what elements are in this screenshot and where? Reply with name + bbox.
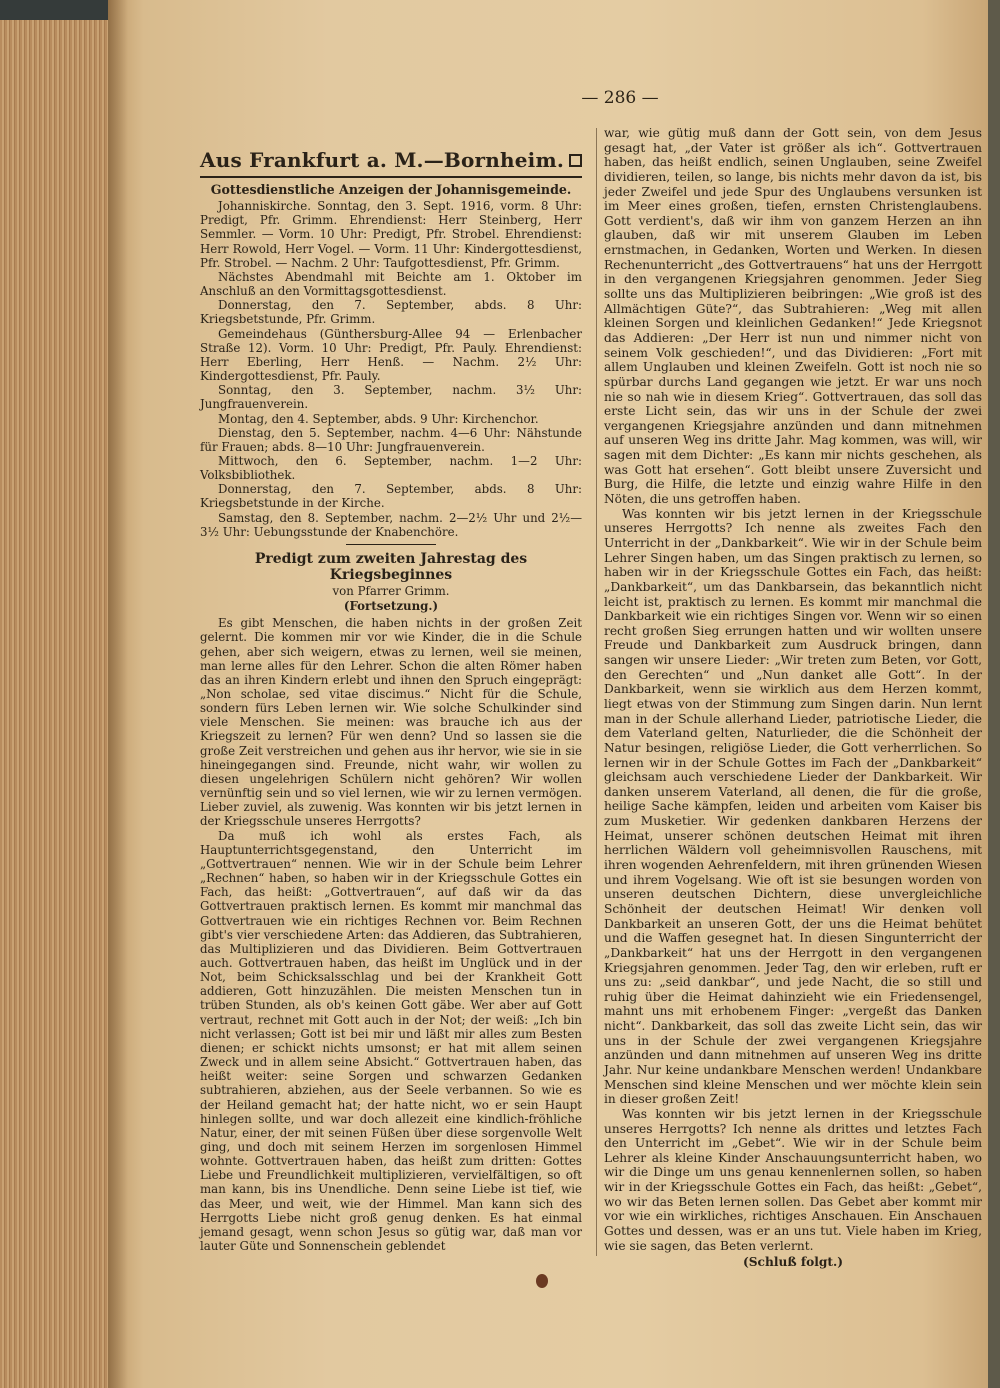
sermon-paragraph: Da muß ich wohl als erstes Fach, als Hauptunterrichtsgegenstand, den Unterricht im „Gottvertrauen“ nennen. Wie wir in der Schule beim Lehrer „Rechnen“ haben, so haben wir in der Kriegsschule Gottes ein Fach, das heißt: „Gottvertrauen“, auf daß wir da das Gottvertrauen praktisch lernen. Es kommt mir manchmal das Gottvertrauen wie ein richtiges Rechnen vor. Beim Rechnen gibt's vier verschiedene Arten: das Addieren, das Subtrahieren, das Multiplizieren und das Dividieren. Beim Gottvertrauen auch. Gottvertrauen haben, das heißt im Unglück und in der Not, beim Schicksalsschlag und bei der Krankheit Gott addieren, Gott hinzuzählen. Die meisten Menschen tun in trüben Stunden, als ob's keinen Gott gäbe. Wer aber auf Gott vertraut, rechnet mit Gott auch in der Not; der weiß: „Ich bin nicht verlassen; Gott ist bei mir und läßt mir alles zum Besten dienen; er schickt nichts umsonst; er hat mit allem seinen Zweck und in allem seine Absicht.“ Gottvertrauen haben, das heißt weiter: seine Sorgen und schwarzen Gedanken subtrahieren, abziehen, aus der Seele verbannen. So wie es der Heiland gemacht hat; der hatte nicht, wo er sein Haupt hinlegen sollte, und war doch allezeit eine kindlich-fröhliche Natur, einer, der mit seinen Füßen über diese sorgenvolle Welt ging, und doch mit seinem Herzen im sorgenlosen Himmel wohnte. Gottvertrauen haben, das heißt zum dritten: Gottes Liebe und Freundlichkeit multiplizieren, vervielfältigen, so oft man kann, bis ins Unendliche. Denn seine Liebe ist tief, wie das Meer, und weit, wie der Himmel. Man kann sich des Herrgotts Liebe nicht groß genug denken. Es hat einmal jemand gesagt, wenn schon Jesus so gütig war, daß man vor lauter Güte und Sonnenschein geblendet [200, 828, 582, 1254]
right-column [604, 126, 982, 1270]
announcements-heading: Gottesdienstliche Anzeigen der Johannisgemeinde. [210, 182, 572, 197]
masthead [200, 148, 582, 172]
spine-shadow [108, 0, 128, 1388]
masthead-box-icon [569, 154, 582, 167]
sermon-paragraph: Was konnten wir bis jetzt lernen in der Kriegsschule unseres Herrgotts? Ich nenne als zweites Fach den Unterricht in der „Dankbarkeit“. Wie wir in der Schule beim Lehrer Singen haben, um das Singen praktisch zu lernen, so haben wir in der Kriegsschule Gottes ein Fach, das heißt: „Dankbarkeit“, um das Dankbarsein, das bekanntlich nicht leicht ist, praktisch zu lernen. Es kommt mir manchmal die Dankbarkeit wie ein richtiges Singen vor. Wenn wir so einen recht großen Sieg errungen hatten und wir wollten unsere Freude und Dankbarkeit zum Ausdruck bringen, dann sangen wir unsere Lieder: „Wir treten zum Beten, vor Gott, den Gerechten“ und „Nun danket alle Gott“. In der Dankbarkeit, wenn sie wirklich aus dem Herzen kommt, liegt etwas von der Stimmung zum Singen darin. Nun lernt man in der Schule allerhand Lieder, patriotische Lieder, die dem Vaterland gelten, Naturlieder, die die Schönheit der Natur besingen, religiöse Lieder, die Gott verherrlichen. So lernen wir in der Schule Gottes im Fach der „Dankbarkeit“ gleichsam auch verschiedene Lieder der Dankbarkeit. Wir danken unserem Vaterland, all denen, die für die große, heilige Sache kämpfen, leiden und arbeiten vom Kaiser bis zum Musketier. Wir gedenken dankbaren Herzens der Heimat, unserer schönen deutschen Heimat mit ihren herrlichen Wäldern voll geheimnisvollen Rauschens, mit ihren wogenden Aehrenfeldern, mit ihren grünenden Wiesen und ihrem Vogelsang. Wie oft ist sie besungen worden von unseren deutschen Dichtern, diese unvergleichliche Schönheit der deutschen Heimat! Wir denken voll Dankbarkeit an unseren Gott, der uns die Heimat behütet und die Waffen gesegnet hat. In diesen Singunterricht der „Dankbarkeit“ hat uns der Herrgott in den vergangenen Kriegsjahren genommen. Jeder Tag, den wir erleben, ruft er uns zu: „seid dankbar“, und jede Nacht, die so still und ruhig über die Heimat dahinzieht wie ein Friedensengel, mahnt uns mit erhobenem Finger: „vergeßt das Danken nicht“. Dankbarkeit, das soll das zweite Licht sein, das wir uns in der Schule der zwei vergangenen Kriegsjahre anzünden und dann mitnehmen auf unseren Weg ins dritte Jahr. Nur keine undankbare Menschen werden! Undankbare Menschen sind kleine Menschen und wer möchte klein sein in dieser großen Zeit! [604, 506, 982, 1107]
announcement-paragraph: Johanniskirche. Sonntag, den 3. Sept. 1916, vorm. 8 Uhr: Predigt, Pfr. Grimm. Ehrendienst: Herr Steinberg, Herr Semmler. — Vorm. 10 Uhr: Predigt, Pfr. Strobel. Ehrendienst: Herr Rowold, Herr Vogel. — Vorm. 11 Uhr: Kindergottesdienst, Pfr. Strobel. — Nachm. 2 Uhr: Taufgottesdienst, Pfr. Grimm. [200, 199, 582, 270]
section-divider [346, 544, 436, 545]
sermon-paragraph: Es gibt Menschen, die haben nichts in der großen Zeit gelernt. Die kommen mir vor wie Kinder, die in die Schule gehen, aber sich weigern, etwas zu lernen, weil sie meinen, man lerne alles für den Lehrer. Schon die alten Römer haben das an ihren Kindern erlebt und ihnen den Spruch eingeprägt: „Non scholae, sed vitae discimus.“ Nicht für die Schule, sondern fürs Leben lernen wir. Wie solche Schulkinder sind viele Menschen. Sie meinen: was brauche ich aus der Kriegszeit zu lernen? Für wen denn? Und so lassen sie die große Zeit verstreichen und gehen aus ihr hervor, wie sie in sie hineingegangen sind. Freunde, nicht wahr, wir wollen zu diesen ungelehrigen Schülern nicht gehören? Wir wollen vernünftig sein und so viel lernen, wie wir zu lernen vermögen. Lieber zuviel, als zuwenig. Was konnten wir bis jetzt lernen in der Kriegsschule unseres Herrgotts? [200, 616, 582, 829]
announcement-paragraph: Gemeindehaus (Günthersburg-Allee 94 — Erlenbacher Straße 12). Vorm. 10 Uhr: Predigt, Pfr. Pauly. Ehrendienst: Herr Eberling, Herr Henß. — Nachm. 2½ Uhr: Kindergottesdienst, Pfr. Pauly. [200, 326, 582, 384]
sermon-byline: von Pfarrer Grimm. [332, 583, 450, 598]
announcement-paragraph: Montag, den 4. September, abds. 9 Uhr: Kirchenchor. [218, 411, 539, 426]
sermon-continuation: (Fortsetzung.) [343, 599, 439, 614]
ink-blot [536, 1274, 548, 1288]
left-column [200, 148, 582, 1253]
page-edges [0, 20, 110, 1388]
announcement-paragraph: Dienstag, den 5. September, nachm. 4—6 Uhr: Nähstunde für Frauen; abds. 8—10 Uhr: Jungfrauenverein. [200, 425, 582, 454]
page-right-margin [988, 0, 1000, 1388]
announcement-paragraph: Donnerstag, den 7. September, abds. 8 Uhr: Kriegsbetstunde in der Kirche. [200, 482, 582, 511]
announcement-paragraph: Nächstes Abendmahl mit Beichte am 1. Oktober im Anschluß an den Vormittagsgottesdienst. [200, 269, 582, 299]
sermon-paragraph: Was konnten wir bis jetzt lernen in der Kriegsschule unseres Herrgotts? Ich nenne als drittes und letztes Fach den Unterricht im „Gebet“. Wie wir in der Schule beim Lehrer als kleine Kinder Anschauungsunterricht haben, wo wir die Dinge um uns genau kennenlernen sollen, so haben wir in der Kriegsschule Gottes ein Fach, das heißt: „Gebet“, wo wir das Beten lernen sollen. Das Gebet aber kommt mir vor wie ein wirkliches, richtiges Anschauen. Ein Anschauen Gottes und dessen, was er an uns tut. Viele haben im Krieg, wie sie sagen, das Beten verlernt. [604, 1106, 982, 1253]
announcement-paragraph: Donnerstag, den 7. September, abds. 8 Uhr: Kriegsbetstunde, Pfr. Grimm. [200, 298, 582, 327]
masthead-title: Aus Frankfurt a. M.—Bornheim. [200, 148, 565, 172]
page-number: — 286 — [581, 88, 659, 108]
announcement-paragraph: Samstag, den 8. September, nachm. 2—2½ Uhr und 2½—3½ Uhr: Uebungsstunde der Knabenchöre. [200, 510, 582, 539]
sermon-heading: Predigt zum zweiten Jahrestag des Kriegsbeginnes [254, 550, 528, 583]
announcement-paragraph: Sonntag, den 3. September, nachm. 3½ Uhr: Jungfrauenverein. [200, 383, 582, 412]
closing-note: (Schluß folgt.) [742, 1255, 843, 1270]
column-rule [596, 128, 597, 1256]
sermon-paragraph: war, wie gütig muß dann der Gott sein, von dem Jesus gesagt hat, „der Vater ist größer als ich“. Gottvertrauen haben, das heißt endlich, seinen Unglauben, seine Zweifel dividieren, teilen, so lange, bis nichts mehr davon da ist, bis jeder Zweifel und jede Spur des Unglaubens versunken ist im Meer eines großen, tiefen, ernsten Christenglaubens. Gott verdient's, daß wir ihm von ganzem Herzen an ihn glauben, daß wir mit unserem Glauben im Leben ernstmachen, in Gedanken, Worten und Werken. In diesen Rechenunterricht „des Gottvertrauens“ hat uns der Herrgott in den vergangenen Kriegsjahren genommen. Jeder Sieg sollte uns das Multiplizieren beibringen: „Wie groß ist des Allmächtigen Güte?“, das Subtrahieren: „Weg mit allen kleinen Sorgen und kleinlichen Gedanken!“ Jede Kriegsnot das Addieren: „Der Herr ist nun und nimmer nicht von seinem Volk geschieden!“, und das Dividieren: „Fort mit allem Unglauben und kleinen Zweifeln. Gott ist noch nie so spürbar durchs Land gegangen wie jetzt. Er war uns noch nie so nah wie in diesem Krieg“. Gottvertrauen, das soll das erste Licht sein, das wir uns in der Schule der zwei vergangenen Kriegsjahre anzünden und dann mitnehmen auf unseren Weg ins dritte Jahr. Mag kommen, was will, wir sagen mit dem Dichter: „Es kann mir nichts geschehen, als was Gott hat ersehen“. Gott bleibt unsere Zuversicht und Burg, die Hilfe, die letzte und einzig wahre Hilfe in den Nöten, die uns getroffen haben. [604, 126, 982, 507]
masthead-rule [200, 176, 582, 178]
announcement-paragraph: Mittwoch, den 6. September, nachm. 1—2 Uhr: Volksbibliothek. [200, 453, 582, 483]
